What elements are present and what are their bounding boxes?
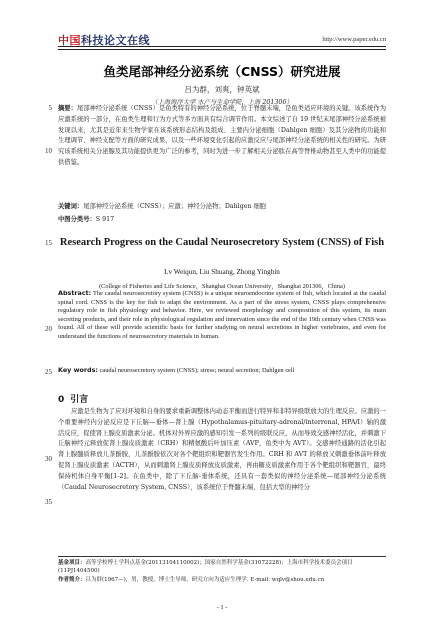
introduction-paragraph: 应激是生物为了应对环境和自身的要求重新调整体内动态平衡而进行特异和非特异级联放大的生理反应。应激的一个重要神经内分泌反应是下丘脑—垂体—肾上腺（Hypothalamus-pituitary-adrenal/interrenal, HPA/I）轴的激活反应，促使肾上腺皮质激素分泌。机体对外界应激的感知引发一系列的级联反应，从而导致交感神经活化，并刺激下丘脑神经元释放促肾上腺皮质激素（CRH）和精氨酸后叶加压素（AVP，鱼类中为 AVT）。交感神经通路的活化引起肾上腺髓质释放儿茶酚胺，儿茶酚胺依次对各个靶组织和靶器官发生作用。CRH 和 AVT 的释放又刺激垂体前叶释放促肾上腺皮质激素（ACTH），从而刺激肾上腺皮质释放皮质激素，再由糖皮质激素作用于各个靶组织和靶器官，最终保持机体自身平衡[1-2]。在鱼类中，除了下丘脑-垂体系统，还具有一套类似的神经分泌系统—尾部神经分泌系统（Caudal Neurosecretory System, CNSS），该系统位于脊髓末端，包括大型的神经分 xyxy=(58,408,386,491)
abstract-text-en: The caudal neurosecretory system (CNSS) is a unique neuroendocrine system of fish, which located at the caudal spinal cord. CNSS is the key for fish to adapt the environment. As a part of the stress system, CNSS plays comprehensive regulatory role in fish physiology and behavior. Here, we reviewed morphology and composition of this system, its main secreting products, and their role in physiological regulation and innervation since the end of the 19th century when CNSS was found. All of these will provide scientific basis for further studying on neural secretions in higher vertebrates, and even for understand the functions of neurosecretory materials in human. xyxy=(58,290,386,340)
line-number: 15 xyxy=(45,239,52,247)
english-title: Research Progress on the Caudal Neurosecretory System (CNSS) of Fish xyxy=(59,237,385,248)
line-number: 20 xyxy=(45,325,52,333)
line-number: 10 xyxy=(45,147,52,155)
header-rule-thin xyxy=(58,49,386,50)
classification-number xyxy=(58,215,386,226)
abstract-label-en: Abstract: xyxy=(58,289,92,297)
classification-value: S 917 xyxy=(95,216,115,223)
english-authors: Lv Weiqun, Liu Shuang, Zhong Yingbin xyxy=(164,268,280,276)
section-number: 0 xyxy=(58,395,65,405)
keywords-text: 尾部神经分泌系统（CNSS）；应激；神经分泌物；Dahlgen 细胞 xyxy=(83,203,267,210)
keywords-label: 关键词： xyxy=(58,203,84,210)
journal-url[interactable]: http://www.paper.edu.cn xyxy=(322,36,386,43)
chinese-authors: 吕为群，刘爽，钟英斌 xyxy=(184,85,260,94)
logo-text-blue: 科技论文在线 xyxy=(81,34,150,47)
keywords-text-en: caudal neurosecretory system (CNSS); stress; neural secretion; Dahlgen cell xyxy=(99,367,295,374)
keywords-label-en: Key words: xyxy=(58,366,98,374)
footnote-fund xyxy=(58,559,386,576)
classification-label: 中图分类号： xyxy=(58,216,96,223)
section-title: 引言 xyxy=(70,395,89,405)
english-keywords xyxy=(58,366,386,376)
footnote-author xyxy=(58,576,386,584)
fund-text: 高等学校博士学科点基金(20113104110002)；国家自然科学基金(31072228)；上海市科学技术委员会项目(11PJ1404500) xyxy=(58,560,353,575)
line-number: 30 xyxy=(45,455,52,463)
page-number: - 1 - xyxy=(216,604,228,611)
chinese-affiliation: （上海海洋大学 水产与生命学院，上海 201306） xyxy=(151,99,293,106)
abstract-label: 摘要： xyxy=(58,105,77,112)
author-text: 吕为群(1967—)，男，教授，博士生导师，研究方向为适应生理学. E-mail: wqlv@shou.edu.cn xyxy=(85,577,325,583)
line-number: 35 xyxy=(45,498,52,506)
chinese-abstract xyxy=(58,104,386,169)
line-number: 25 xyxy=(45,368,52,376)
logo-text-red: 中国 xyxy=(58,34,81,47)
line-number: 5 xyxy=(48,104,52,112)
fund-label: 基金项目： xyxy=(58,560,86,566)
chinese-title: 鱼类尾部神经分泌系统（CNSS）研究进展 xyxy=(103,64,341,79)
author-label: 作者简介： xyxy=(58,577,86,583)
chinese-keywords xyxy=(58,202,386,213)
abstract-text: 尾部神经分泌系统（CNSS）是鱼类特有的神经分泌系统，位于脊髓末端，是鱼类适应环境的关键。该系统作为应激系统的一部分，在鱼类生理和行为方式等多方面具有综合调节作用。本文综述了自 19 世纪末尾部神经分泌系统被发现以来，尤其是近年来生物学家在该系统形态结构及组成、主要内分泌细胞（Dahlgen 细胞）及其分泌物的功能和生理调节、神经支配等方面的研究成果，以及一些环境变化引起的应激反应与尾部神经分泌系统的相关性的研究。为研究该系统相关分泌腺及其功能提供更为广泛的参考，同时为进一步了解相关分泌肽在高等脊椎动物甚至人类中的功能提供借鉴。 xyxy=(58,105,386,166)
footnote-divider xyxy=(58,556,386,557)
english-abstract xyxy=(58,289,386,342)
section-heading xyxy=(58,392,88,405)
english-affiliation: (College of Fisheries and Life Science，Shanghai Ocean University，Shanghai 201306，China) xyxy=(99,283,345,290)
header-rule-thick xyxy=(58,46,386,47)
